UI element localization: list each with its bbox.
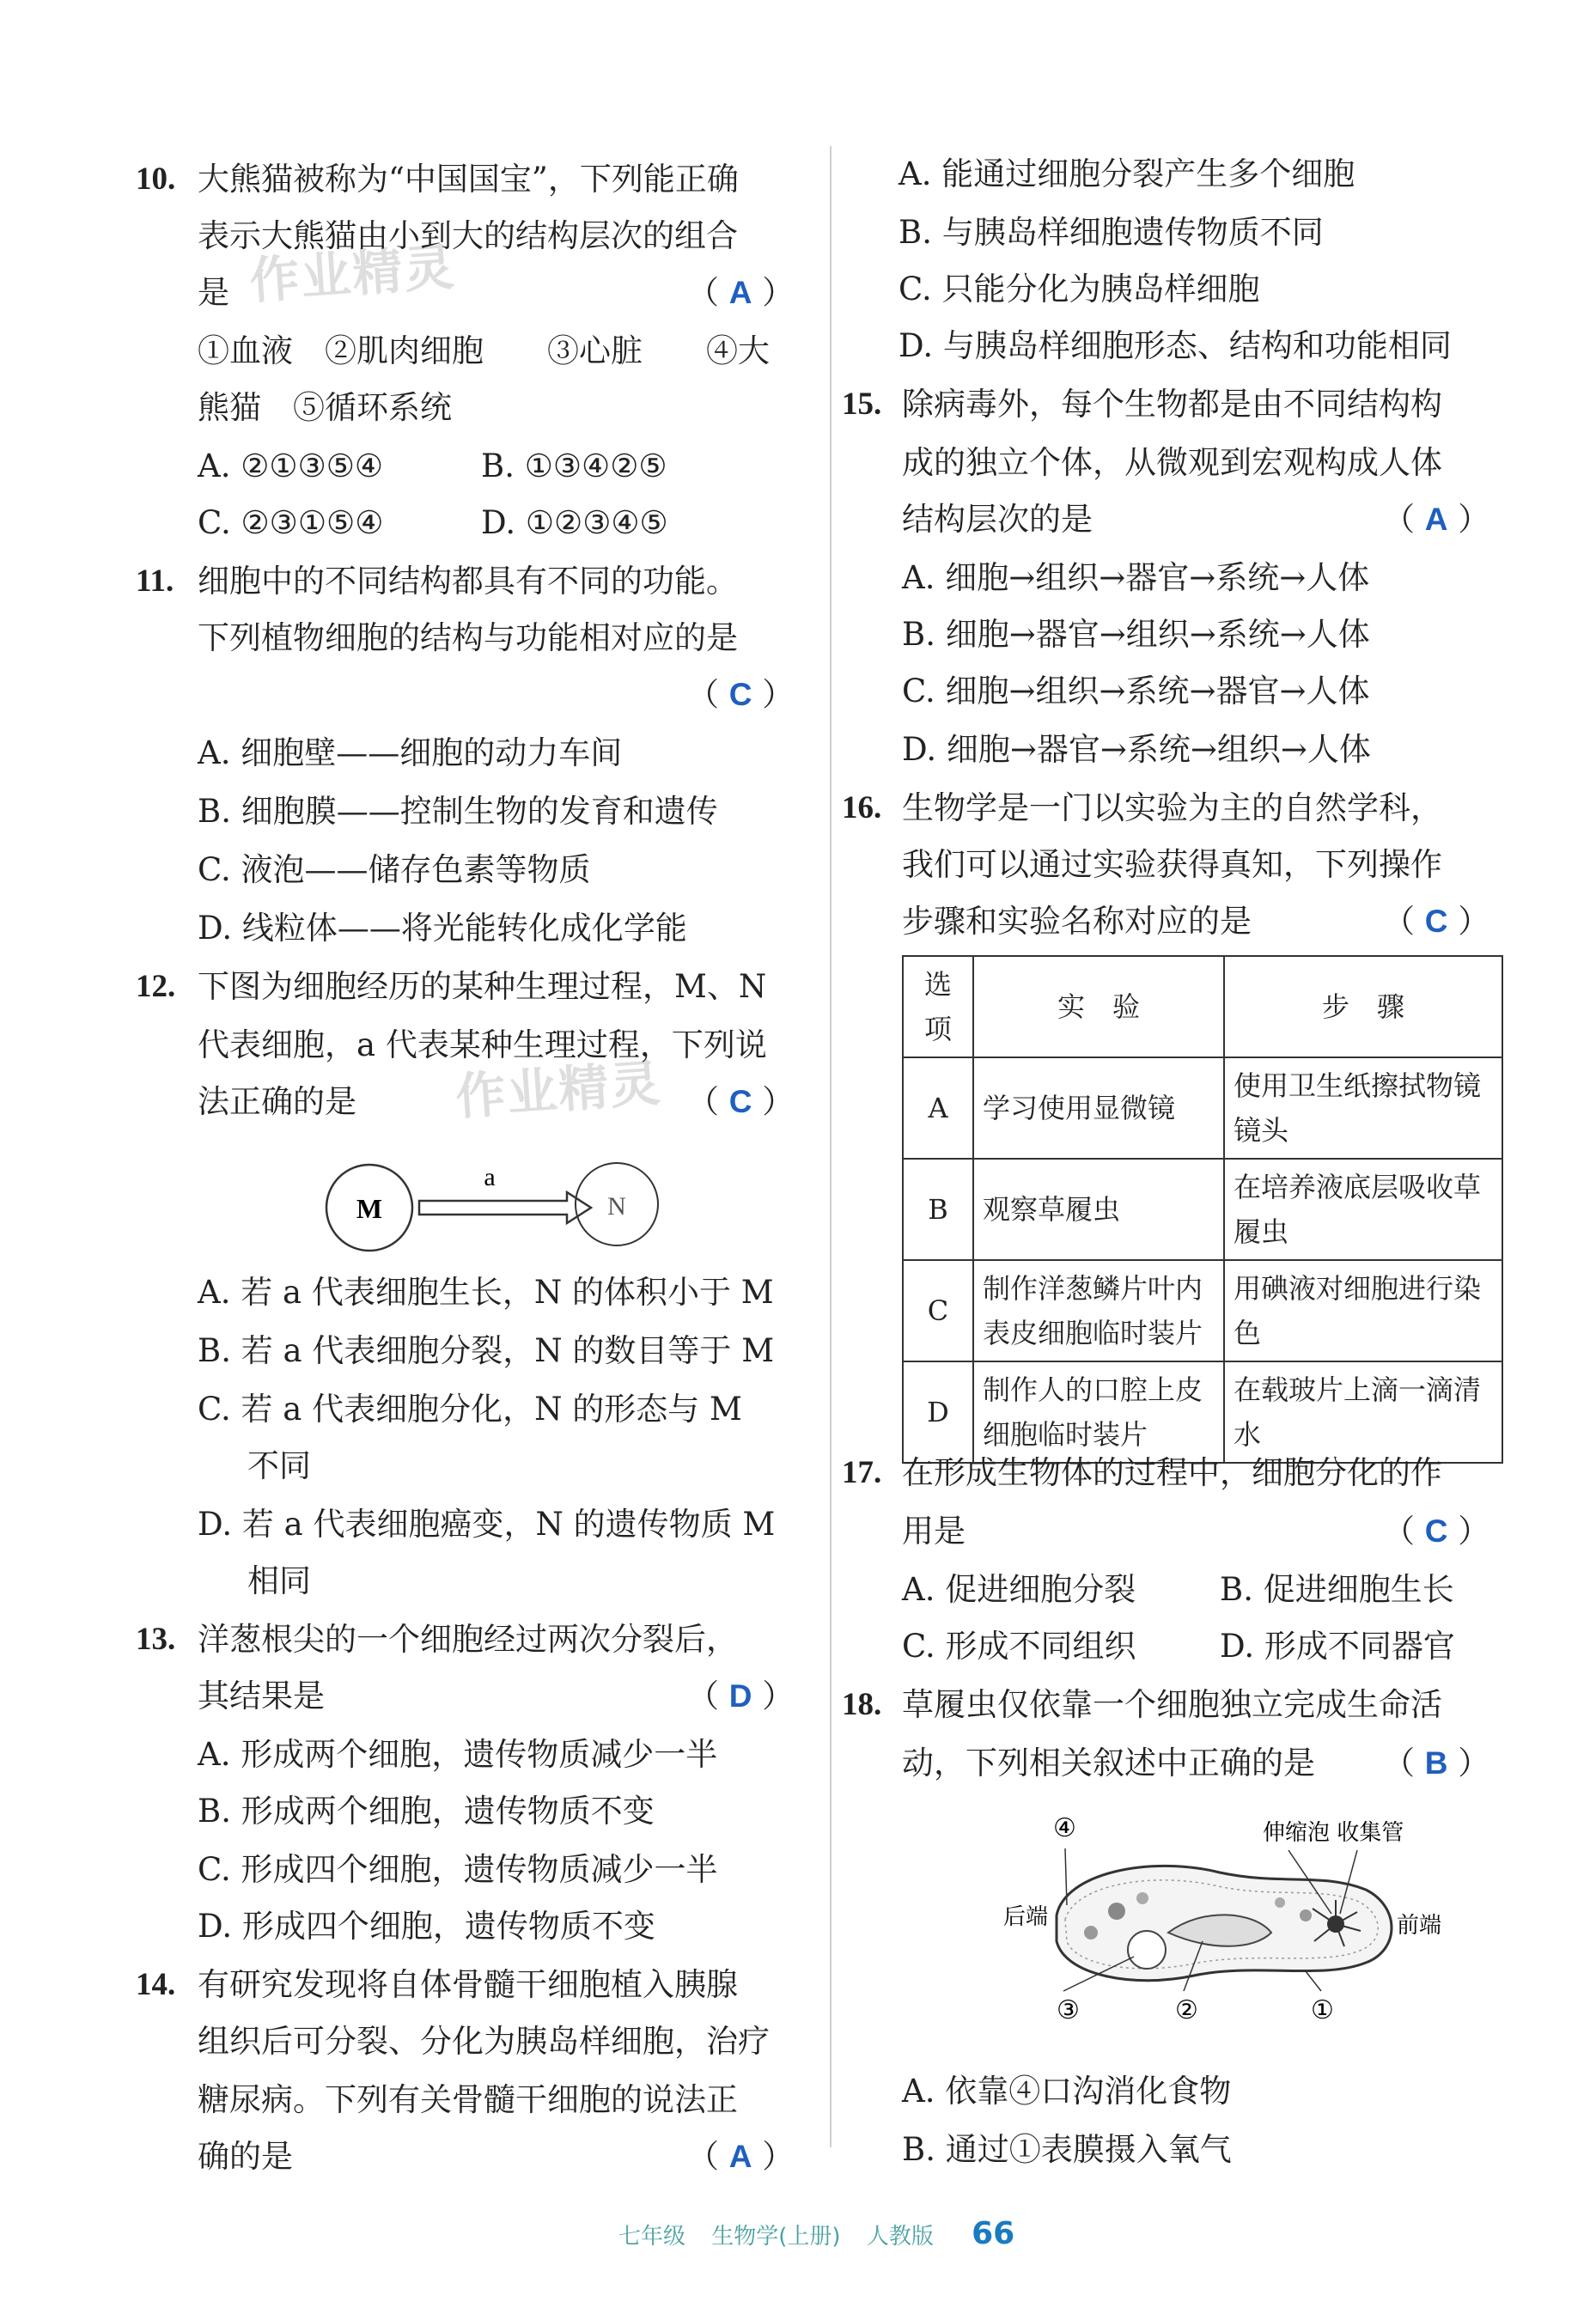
option-a: A. 形成两个细胞，遗传物质减少一半 (198, 1736, 718, 1773)
option-d: D. 形成不同器官 (1220, 1628, 1455, 1665)
answer: A (1424, 502, 1448, 537)
option-b: B. 细胞膜——控制生物的发育和遗传 (198, 793, 718, 830)
question-number: 10. (136, 161, 176, 197)
answer-bracket: （ A ） (687, 274, 795, 311)
answer-bracket: （ C ） (1383, 903, 1490, 940)
question-text: 大熊猫被称为“中国国宝”，下列能正确 (198, 161, 739, 198)
table-cell-option: B (903, 1159, 973, 1260)
items-text: ①血液 ②肌肉细胞 ③心脏 ④大 (198, 332, 770, 369)
answer-bracket: （ C ） (687, 676, 795, 713)
label-front: 前端 (1397, 1913, 1442, 1939)
option-c: C. 只能分化为胰岛样细胞 (899, 271, 1260, 308)
question-text: 是 (198, 274, 229, 311)
question-text: 结构层次的是 (902, 501, 1093, 538)
question-text: 动，下列相关叙述中正确的是 (902, 1745, 1315, 1781)
table-cell-step: 使用卫生纸擦拭物镜镜头 (1224, 1057, 1502, 1159)
table-header: 实 验 (973, 956, 1224, 1057)
question-text: 组织后可分裂、分化为胰岛样细胞，治疗 (198, 2023, 770, 2060)
question-text: 用是 (902, 1513, 966, 1550)
table-header-row (903, 956, 1502, 1057)
question-number: 14. (136, 1967, 176, 2002)
option-d: D. 与胰岛样细胞形态、结构和功能相同 (899, 327, 1452, 364)
page-number: 66 (972, 2216, 1015, 2251)
answer: C (1424, 1513, 1448, 1549)
answer-bracket: （ A ） (687, 2138, 795, 2175)
paramecium-diagram (996, 1804, 1442, 2027)
page-footer (618, 2216, 1033, 2251)
question-text: 糖尿病。下列有关骨髓干细胞的说法正 (198, 2081, 738, 2118)
table-header: 步 骤 (1224, 956, 1502, 1057)
option-a: A. 若 a 代表细胞生长，N 的体积小于 M (198, 1274, 774, 1311)
question-text: 成的独立个体，从微观到宏观构成人体 (902, 444, 1442, 481)
table-cell-option: C (903, 1260, 973, 1361)
watermark: 作业精灵 (454, 1053, 664, 1127)
food-vacuole (1136, 1892, 1148, 1904)
footer-subject: 生物学(上册) (711, 2224, 841, 2250)
option-c: C. 形成不同组织 (902, 1628, 1136, 1665)
table-header: 选项 (903, 956, 973, 1057)
question-text: 其结果是 (198, 1678, 325, 1714)
question-number: 12. (136, 969, 176, 1004)
table-row (903, 1260, 1502, 1361)
option-c: C. 若 a 代表细胞分化，N 的形态与 M (198, 1391, 742, 1428)
label-contractile-vacuole: 伸缩泡 收集管 (1263, 1820, 1404, 1846)
footer-edition: 人教版 (866, 2224, 934, 2250)
watermark: 作业精灵 (247, 237, 458, 311)
question-text: 下图为细胞经历的某种生理过程，M、N (198, 968, 767, 1005)
table-cell-experiment: 制作洋葱鳞片叶内表皮细胞临时装片 (973, 1260, 1224, 1361)
answer: C (1424, 904, 1448, 939)
option-d-cont: 相同 (247, 1562, 311, 1599)
label-rear-text: 后端 (1003, 1904, 1049, 1930)
cell-m-label: M (356, 1193, 383, 1224)
question-text: 步骤和实验名称对应的是 (902, 903, 1252, 940)
question-text: 洋葱根尖的一个细胞经过两次分裂后， (198, 1621, 738, 1658)
question-number: 13. (136, 1622, 176, 1657)
option-a: A. 促进细胞分裂 (902, 1571, 1136, 1608)
question-text: 代表细胞，a 代表某种生理过程，下列说 (198, 1026, 767, 1063)
table-row (903, 1057, 1502, 1159)
option-d: D. 线粒体——将光能转化成化学能 (198, 910, 687, 947)
question-text: 下列植物细胞的结构与功能相对应的是 (198, 619, 738, 656)
question-number: 15. (842, 387, 882, 422)
answer: C (728, 1084, 752, 1119)
option-b: B. 促进细胞生长 (1220, 1571, 1454, 1608)
option-b: B. 通过①表膜摄入氧气 (902, 2131, 1232, 2168)
table-cell-experiment: 学习使用显微镜 (973, 1057, 1224, 1159)
option-a: A. 能通过细胞分裂产生多个细胞 (899, 155, 1355, 192)
table-cell-experiment: 观察草履虫 (973, 1159, 1224, 1260)
option-a: A. ②①③⑤④ (198, 448, 384, 484)
option-b: B. 细胞→器官→组织→系统→人体 (902, 616, 1370, 653)
option-a: A. 细胞→组织→器官→系统→人体 (902, 559, 1370, 596)
table-row (903, 1361, 1502, 1463)
food-vacuole (1300, 1909, 1312, 1921)
option-a: A. 依靠④口沟消化食物 (902, 2073, 1232, 2110)
food-vacuole (1275, 1897, 1285, 1908)
answer-bracket: （ C ） (1383, 1513, 1490, 1550)
question-text: 确的是 (198, 2138, 293, 2175)
question-text: 有研究发现将自体骨髓干细胞植入胰腺 (198, 1966, 738, 2003)
question-text: 细胞中的不同结构都具有不同的功能。 (198, 563, 738, 600)
question-text: 草履虫仅依靠一个细胞独立完成生命活 (902, 1686, 1442, 1723)
question-text: 表示大熊猫由小到大的结构层次的组合 (198, 217, 738, 254)
question-number: 17. (842, 1455, 882, 1490)
question-number: 18. (842, 1687, 882, 1722)
option-b: B. 若 a 代表细胞分裂，N 的数目等于 M (198, 1332, 775, 1369)
option-c: C. 液泡——储存色素等物质 (198, 851, 591, 888)
answer-bracket: （ B ） (1383, 1745, 1490, 1781)
option-c: C. 细胞→组织→系统→器官→人体 (902, 673, 1370, 709)
option-b: B. 形成两个细胞，遗传物质不变 (198, 1793, 655, 1830)
answer-bracket: （ D ） (687, 1678, 795, 1714)
label-3: ③ (1057, 1995, 1080, 2025)
experiment-table (902, 955, 1503, 1464)
table-cell-option: A (903, 1057, 973, 1159)
process-arrow (419, 1192, 591, 1223)
label-1: ① (1311, 1995, 1334, 2025)
answer: B (1424, 1745, 1448, 1781)
question-number: 16. (842, 790, 882, 825)
label-2: ② (1175, 1995, 1198, 2025)
table-row (903, 1159, 1502, 1260)
column-divider (830, 146, 832, 2147)
label-rear (1003, 1904, 1048, 1930)
option-d: D. 若 a 代表细胞癌变，N 的遗传物质 M (198, 1506, 776, 1543)
table-cell-step: 用碘液对细胞进行染色 (1224, 1260, 1502, 1361)
option-d: D. ①②③④⑤ (481, 504, 668, 541)
process-label: a (484, 1163, 496, 1191)
option-d: D. 形成四个细胞，遗传物质不变 (198, 1908, 655, 1945)
option-b: B. ①③④②⑤ (481, 448, 667, 484)
answer: A (728, 275, 752, 310)
question-text: 法正确的是 (198, 1083, 356, 1120)
cell-n-label: N (607, 1192, 626, 1221)
leader-line (1306, 1971, 1321, 1991)
cell-process-diagram (318, 1151, 679, 1263)
answer-bracket: （ A ） (1383, 501, 1490, 538)
option-d: D. 细胞→器官→系统→组织→人体 (902, 731, 1371, 768)
table-cell-option: D (903, 1361, 973, 1463)
answer: C (728, 677, 752, 712)
table-cell-experiment: 制作人的口腔上皮细胞临时装片 (973, 1361, 1224, 1463)
answer: D (728, 1678, 752, 1714)
answer: A (728, 2139, 752, 2174)
table-cell-step: 在载玻片上滴一滴清水 (1224, 1361, 1502, 1463)
option-a: A. 细胞壁——细胞的动力车间 (198, 734, 623, 771)
macronucleus (1128, 1931, 1166, 1969)
option-c: C. 形成四个细胞，遗传物质减少一半 (198, 1851, 718, 1888)
food-vacuole (1108, 1903, 1125, 1920)
option-b: B. 与胰岛样细胞遗传物质不同 (899, 214, 1324, 251)
question-text: 我们可以通过实验获得真知，下列操作 (902, 846, 1442, 883)
question-text: 生物学是一门以实验为主的自然学科， (902, 789, 1442, 826)
food-vacuole (1084, 1926, 1098, 1939)
label-4: ④ (1053, 1813, 1076, 1843)
answer-bracket: （ C ） (687, 1083, 795, 1120)
option-c: C. ②③①⑤④ (198, 504, 384, 541)
items-text: 熊猫 ⑤循环系统 (198, 389, 452, 426)
question-number: 11. (136, 563, 174, 599)
question-text: 在形成生物体的过程中，细胞分化的作 (902, 1454, 1442, 1491)
footer-grade: 七年级 (618, 2224, 686, 2250)
question-text: 除病毒外，每个生物都是由不同结构构 (902, 386, 1442, 423)
option-c-cont: 不同 (247, 1447, 311, 1484)
table-cell-step: 在培养液底层吸收草履虫 (1224, 1159, 1502, 1260)
